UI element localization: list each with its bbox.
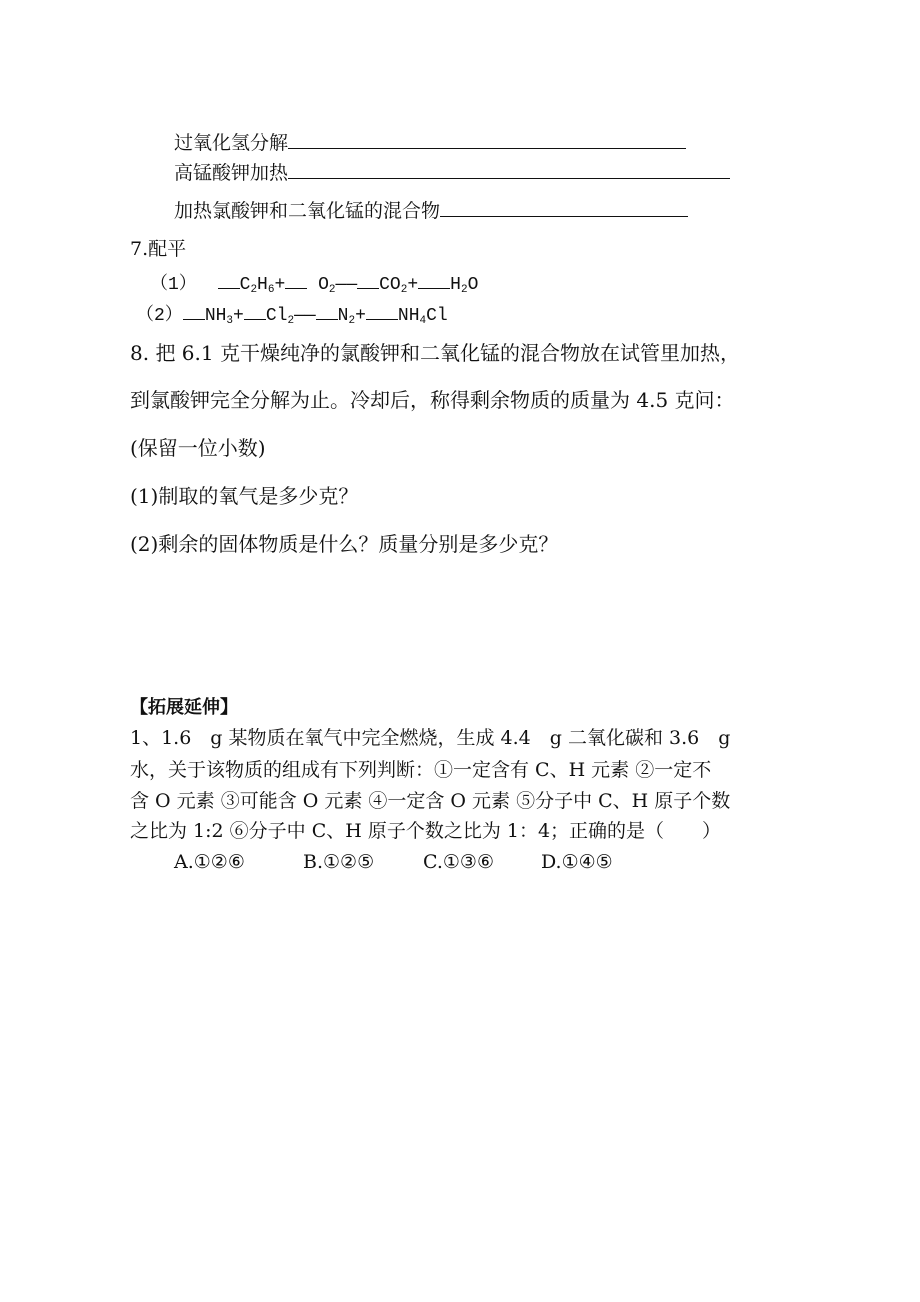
formula-text: Cl xyxy=(265,306,288,326)
subscript: 3 xyxy=(226,315,234,327)
coefficient-blank[interactable] xyxy=(357,272,379,289)
formula-text: N xyxy=(337,306,349,326)
coefficient-blank[interactable] xyxy=(285,272,307,289)
coefficient-blank[interactable] xyxy=(366,303,398,320)
coefficient-blank[interactable] xyxy=(183,303,205,320)
formula-text: NH xyxy=(397,306,420,326)
formula-text: NH xyxy=(204,306,227,326)
subscript: 2 xyxy=(328,284,336,296)
formula-text: Cl xyxy=(426,306,448,326)
plus-sign: + xyxy=(355,306,366,326)
q8-subquestion-1: (1)制取的氧气是多少克？ xyxy=(130,484,359,508)
plus-sign: + xyxy=(274,275,286,295)
extension-line-1: 1、1.6 g 某物质在氧气中完全燃烧，生成 4.4 g 二氧化碳和 3.6 g xyxy=(130,727,731,749)
option-c[interactable]: C.①③⑥ xyxy=(423,851,494,873)
reaction-row-3 xyxy=(174,200,688,221)
reaction-arrow: —— xyxy=(335,275,358,295)
q7-title: 7.配平 xyxy=(130,238,187,260)
q7-equation-2 xyxy=(136,303,448,325)
subscript: 2 xyxy=(400,284,408,296)
coefficient-blank[interactable] xyxy=(218,272,240,289)
formula-text: O xyxy=(467,275,479,295)
subscript: 2 xyxy=(287,315,295,327)
coefficient-blank[interactable] xyxy=(316,303,338,320)
formula-text: O xyxy=(318,275,329,295)
plus-sign: + xyxy=(233,306,244,326)
reaction-row-2 xyxy=(174,162,730,183)
q7-equation-1 xyxy=(150,272,478,294)
formula-text: H xyxy=(450,275,461,295)
reaction-arrow: —— xyxy=(294,306,316,326)
section-heading: 【拓展延伸】 xyxy=(130,697,238,718)
equation-number: （2） xyxy=(136,306,183,326)
subscript: 2 xyxy=(460,284,468,296)
reaction-label: 过氧化氢分解 xyxy=(174,132,289,154)
subscript: 6 xyxy=(267,284,275,296)
option-d[interactable]: D.①④⑤ xyxy=(541,851,613,873)
q8-line-1: 8. 把 6.1 克干燥纯净的氯酸钾和二氧化锰的混合物放在试管里加热， xyxy=(130,341,740,365)
extension-line-3: 含 O 元素 ③可能含 O 元素 ④一定含 O 元素 ⑤分子中 C、H 原子个数 xyxy=(130,790,731,812)
answer-blank[interactable] xyxy=(288,132,686,149)
q8-subquestion-2: (2)剩余的固体物质是什么？质量分别是多少克？ xyxy=(130,532,559,556)
plus-sign: + xyxy=(407,275,419,295)
coefficient-blank[interactable] xyxy=(244,303,266,320)
subscript: 2 xyxy=(348,315,356,327)
formula-text: C xyxy=(239,275,251,295)
subscript: 2 xyxy=(250,284,258,296)
answer-blank[interactable] xyxy=(440,200,688,217)
reaction-label: 加热氯酸钾和二氧化锰的混合物 xyxy=(174,200,441,222)
formula-text: CO xyxy=(379,275,401,295)
q8-line-3: (保留一位小数) xyxy=(130,436,266,460)
reaction-row-1 xyxy=(174,132,686,153)
subscript: 4 xyxy=(419,315,427,327)
formula-text: H xyxy=(257,275,268,295)
equation-number: （1） xyxy=(150,275,197,295)
reaction-label: 高锰酸钾加热 xyxy=(174,162,289,184)
option-b[interactable]: B.①②⑤ xyxy=(303,851,375,873)
extension-line-2: 水，关于该物质的组成有下列判断：①一定含有 C、H 元素 ②一定不 xyxy=(130,759,712,781)
option-a[interactable]: A.①②⑥ xyxy=(174,851,245,873)
answer-blank[interactable] xyxy=(288,162,730,179)
q8-line-2: 到氯酸钾完全分解为止。冷却后，称得剩余物质的质量为 4.5 克问： xyxy=(130,388,735,412)
extension-line-4: 之比为 1:2 ⑥分子中 C、H 原子个数之比为 1：4；正确的是（ ） xyxy=(130,820,722,842)
coefficient-blank[interactable] xyxy=(418,272,450,289)
